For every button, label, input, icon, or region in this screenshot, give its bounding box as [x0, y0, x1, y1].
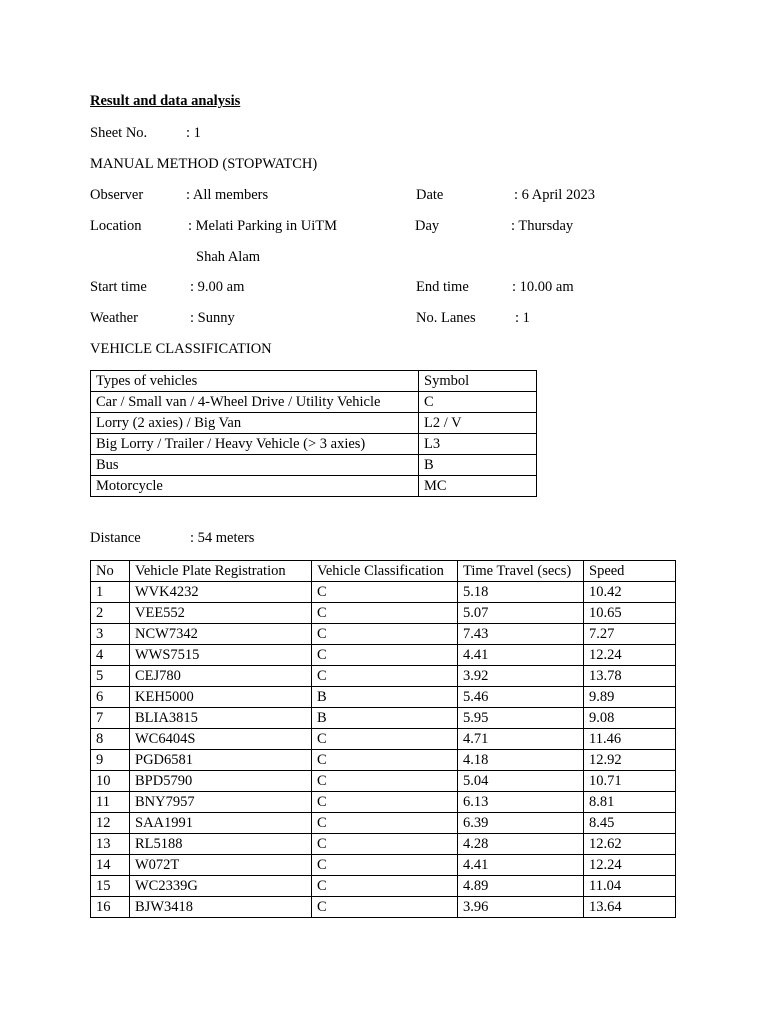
- table-cell: 7.43: [458, 624, 584, 645]
- table-cell: WVK4232: [130, 582, 312, 603]
- date-label: Date: [416, 187, 444, 203]
- table-cell: C: [312, 729, 458, 750]
- table-cell: 4.18: [458, 750, 584, 771]
- table-cell: 6: [91, 687, 130, 708]
- table-cell: B: [312, 687, 458, 708]
- table-cell: 12.92: [584, 750, 676, 771]
- table-row: [91, 897, 676, 918]
- classification-table-body: [91, 371, 537, 497]
- table-cell: 3: [91, 624, 130, 645]
- table-cell: SAA1991: [130, 813, 312, 834]
- table-row: [91, 687, 676, 708]
- table-row: [91, 750, 676, 771]
- table-row: [91, 855, 676, 876]
- table-cell: 9.89: [584, 687, 676, 708]
- table-cell: 8.81: [584, 792, 676, 813]
- table-cell: C: [312, 792, 458, 813]
- table-cell: 4.28: [458, 834, 584, 855]
- table-cell: 10.71: [584, 771, 676, 792]
- classification-heading: VEHICLE CLASSIFICATION: [90, 341, 272, 357]
- table-row: [91, 645, 676, 666]
- table-cell: 10: [91, 771, 130, 792]
- table-cell: 11.04: [584, 876, 676, 897]
- table-row: [91, 666, 676, 687]
- start-time-value: : 9.00 am: [190, 279, 245, 295]
- table-cell: W072T: [130, 855, 312, 876]
- method-heading: MANUAL METHOD (STOPWATCH): [90, 156, 318, 172]
- table-cell: 5.07: [458, 603, 584, 624]
- table-cell: 5.04: [458, 771, 584, 792]
- table-cell: 1: [91, 582, 130, 603]
- table-cell: C: [312, 582, 458, 603]
- table-cell: 12.24: [584, 855, 676, 876]
- table-cell: 6.13: [458, 792, 584, 813]
- table-row: [91, 771, 676, 792]
- table-header-cell: Types of vehicles: [91, 371, 419, 392]
- speed-table-body: [91, 561, 676, 918]
- table-cell: 4.41: [458, 645, 584, 666]
- table-cell: WC2339G: [130, 876, 312, 897]
- table-cell: 12.62: [584, 834, 676, 855]
- speed-data-table: [90, 560, 676, 918]
- table-cell: C: [312, 645, 458, 666]
- table-row: [91, 876, 676, 897]
- sheet-value: : 1: [186, 125, 201, 141]
- table-header-cell: Symbol: [419, 371, 537, 392]
- table-header-cell: Speed: [584, 561, 676, 582]
- day-label: Day: [415, 218, 440, 234]
- table-cell: C: [419, 392, 537, 413]
- location-label: Location: [90, 218, 142, 234]
- sheet-label: Sheet No.: [90, 125, 148, 141]
- table-cell: BNY7957: [130, 792, 312, 813]
- table-cell: NCW7342: [130, 624, 312, 645]
- weather-label: Weather: [90, 310, 138, 326]
- table-cell: 9: [91, 750, 130, 771]
- table-row: [91, 413, 537, 434]
- table-cell: 4: [91, 645, 130, 666]
- table-cell: 4.41: [458, 855, 584, 876]
- table-cell: L3: [419, 434, 537, 455]
- table-cell: C: [312, 813, 458, 834]
- table-header-cell: No: [91, 561, 130, 582]
- table-cell: 15: [91, 876, 130, 897]
- table-cell: 11: [91, 792, 130, 813]
- table-cell: 13.64: [584, 897, 676, 918]
- distance-value: : 54 meters: [190, 530, 255, 546]
- lanes-label: No. Lanes: [416, 310, 476, 326]
- table-cell: 5.95: [458, 708, 584, 729]
- table-cell: C: [312, 624, 458, 645]
- table-cell: 3.96: [458, 897, 584, 918]
- table-cell: C: [312, 603, 458, 624]
- table-cell: 5: [91, 666, 130, 687]
- table-cell: WWS7515: [130, 645, 312, 666]
- table-cell: RL5188: [130, 834, 312, 855]
- table-cell: 13.78: [584, 666, 676, 687]
- table-cell: 3.92: [458, 666, 584, 687]
- table-cell: 7: [91, 708, 130, 729]
- table-cell: Lorry (2 axies) / Big Van: [91, 413, 419, 434]
- start-time-label: Start time: [90, 279, 147, 295]
- table-cell: CEJ780: [130, 666, 312, 687]
- table-cell: 4.71: [458, 729, 584, 750]
- table-cell: C: [312, 855, 458, 876]
- table-cell: 7.27: [584, 624, 676, 645]
- table-cell: 10.42: [584, 582, 676, 603]
- vehicle-classification-table: [90, 370, 537, 497]
- date-value: : 6 April 2023: [514, 187, 595, 203]
- table-cell: L2 / V: [419, 413, 537, 434]
- table-cell: 13: [91, 834, 130, 855]
- table-row: [91, 476, 537, 497]
- table-row: [91, 729, 676, 750]
- end-time-value: : 10.00 am: [512, 279, 574, 295]
- table-cell: 2: [91, 603, 130, 624]
- table-cell: 12: [91, 813, 130, 834]
- day-value: : Thursday: [511, 218, 574, 234]
- table-cell: Big Lorry / Trailer / Heavy Vehicle (> 3 axies): [91, 434, 419, 455]
- table-cell: Bus: [91, 455, 419, 476]
- table-cell: B: [419, 455, 537, 476]
- table-row: [91, 434, 537, 455]
- observer-label: Observer: [90, 187, 144, 203]
- table-row: [91, 603, 676, 624]
- table-row: [91, 392, 537, 413]
- table-header-cell: Vehicle Plate Registration: [130, 561, 312, 582]
- table-cell: 11.46: [584, 729, 676, 750]
- table-cell: C: [312, 876, 458, 897]
- table-header-row: [91, 371, 537, 392]
- table-cell: BPD5790: [130, 771, 312, 792]
- table-cell: C: [312, 834, 458, 855]
- table-cell: 14: [91, 855, 130, 876]
- weather-value: : Sunny: [190, 310, 235, 326]
- table-row: [91, 455, 537, 476]
- table-cell: Motorcycle: [91, 476, 419, 497]
- table-cell: B: [312, 708, 458, 729]
- lanes-value: : 1: [515, 310, 530, 326]
- table-cell: 8: [91, 729, 130, 750]
- table-cell: C: [312, 897, 458, 918]
- table-cell: BLIA3815: [130, 708, 312, 729]
- table-cell: 10.65: [584, 603, 676, 624]
- table-row: [91, 582, 676, 603]
- table-row: [91, 792, 676, 813]
- table-header-cell: Vehicle Classification: [312, 561, 458, 582]
- table-cell: 8.45: [584, 813, 676, 834]
- table-cell: 16: [91, 897, 130, 918]
- observer-value: : All members: [186, 187, 269, 203]
- location-value-continued: Shah Alam: [196, 249, 261, 265]
- table-cell: PGD6581: [130, 750, 312, 771]
- table-cell: WC6404S: [130, 729, 312, 750]
- table-cell: 4.89: [458, 876, 584, 897]
- table-cell: MC: [419, 476, 537, 497]
- end-time-label: End time: [416, 279, 469, 295]
- table-row: [91, 624, 676, 645]
- table-cell: 12.24: [584, 645, 676, 666]
- table-cell: VEE552: [130, 603, 312, 624]
- page-title: Result and data analysis: [90, 93, 241, 109]
- table-header-cell: Time Travel (secs): [458, 561, 584, 582]
- table-row: [91, 708, 676, 729]
- table-cell: Car / Small van / 4-Wheel Drive / Utility Vehicle: [91, 392, 419, 413]
- location-value: : Melati Parking in UiTM: [188, 218, 338, 234]
- table-row: [91, 813, 676, 834]
- table-cell: 9.08: [584, 708, 676, 729]
- distance-label: Distance: [90, 530, 141, 546]
- table-cell: C: [312, 666, 458, 687]
- table-cell: 5.46: [458, 687, 584, 708]
- table-cell: 6.39: [458, 813, 584, 834]
- table-header-row: [91, 561, 676, 582]
- table-cell: 5.18: [458, 582, 584, 603]
- table-row: [91, 834, 676, 855]
- table-cell: KEH5000: [130, 687, 312, 708]
- table-cell: BJW3418: [130, 897, 312, 918]
- table-cell: C: [312, 771, 458, 792]
- table-cell: C: [312, 750, 458, 771]
